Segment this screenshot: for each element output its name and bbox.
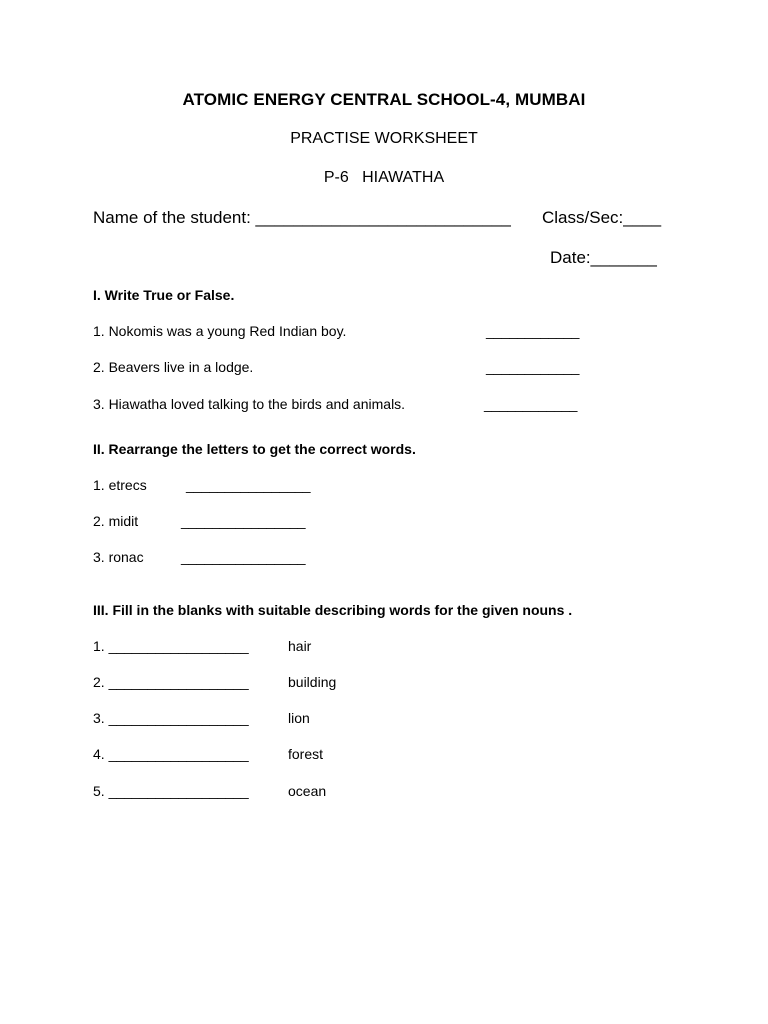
section-2-heading: II. Rearrange the letters to get the correct words. (93, 441, 416, 457)
noun-3: lion (288, 710, 310, 726)
student-name-field: Name of the student: ___________________________ (93, 208, 511, 227)
jumbled-word-3: 3. ronac (93, 549, 144, 565)
true-false-question-1: 1. Nokomis was a young Red Indian boy. (93, 323, 347, 339)
section-1-heading: I. Write True or False. (93, 287, 235, 303)
answer-blank-1: ____________ (486, 323, 580, 339)
answer-blank-2: ____________ (486, 359, 580, 375)
date-field: Date:_______ (550, 248, 657, 267)
section-3-heading: III. Fill in the blanks with suitable describing words for the given nouns . (93, 602, 573, 618)
jumbled-answer-blank-2: ________________ (181, 513, 306, 529)
describing-word-blank-5: 5. __________________ (93, 783, 249, 799)
describing-word-blank-3: 3. __________________ (93, 710, 249, 726)
describing-word-blank-2: 2. __________________ (93, 674, 249, 690)
noun-4: forest (288, 746, 324, 762)
lesson-title: P-6 HIAWATHA (323, 169, 445, 186)
true-false-question-2: 2. Beavers live in a lodge. (93, 359, 254, 375)
jumbled-answer-blank-3: ________________ (181, 549, 306, 565)
true-false-question-3: 3. Hiawatha loved talking to the birds and animals. (93, 396, 406, 412)
school-title: ATOMIC ENERGY CENTRAL SCHOOL-4, MUMBAI (182, 90, 586, 109)
noun-2: building (288, 674, 337, 690)
worksheet-title: PRACTISE WORKSHEET (290, 130, 478, 147)
jumbled-answer-blank-1: ________________ (186, 477, 311, 493)
noun-1: hair (288, 638, 312, 654)
jumbled-word-1: 1. etrecs (93, 477, 147, 493)
answer-blank-3: ____________ (484, 396, 578, 412)
class-section-field: Class/Sec:____ (542, 208, 662, 227)
jumbled-word-2: 2. midit (93, 513, 139, 529)
describing-word-blank-1: 1. __________________ (93, 638, 249, 654)
describing-word-blank-4: 4. __________________ (93, 746, 249, 762)
noun-5: ocean (288, 783, 327, 799)
